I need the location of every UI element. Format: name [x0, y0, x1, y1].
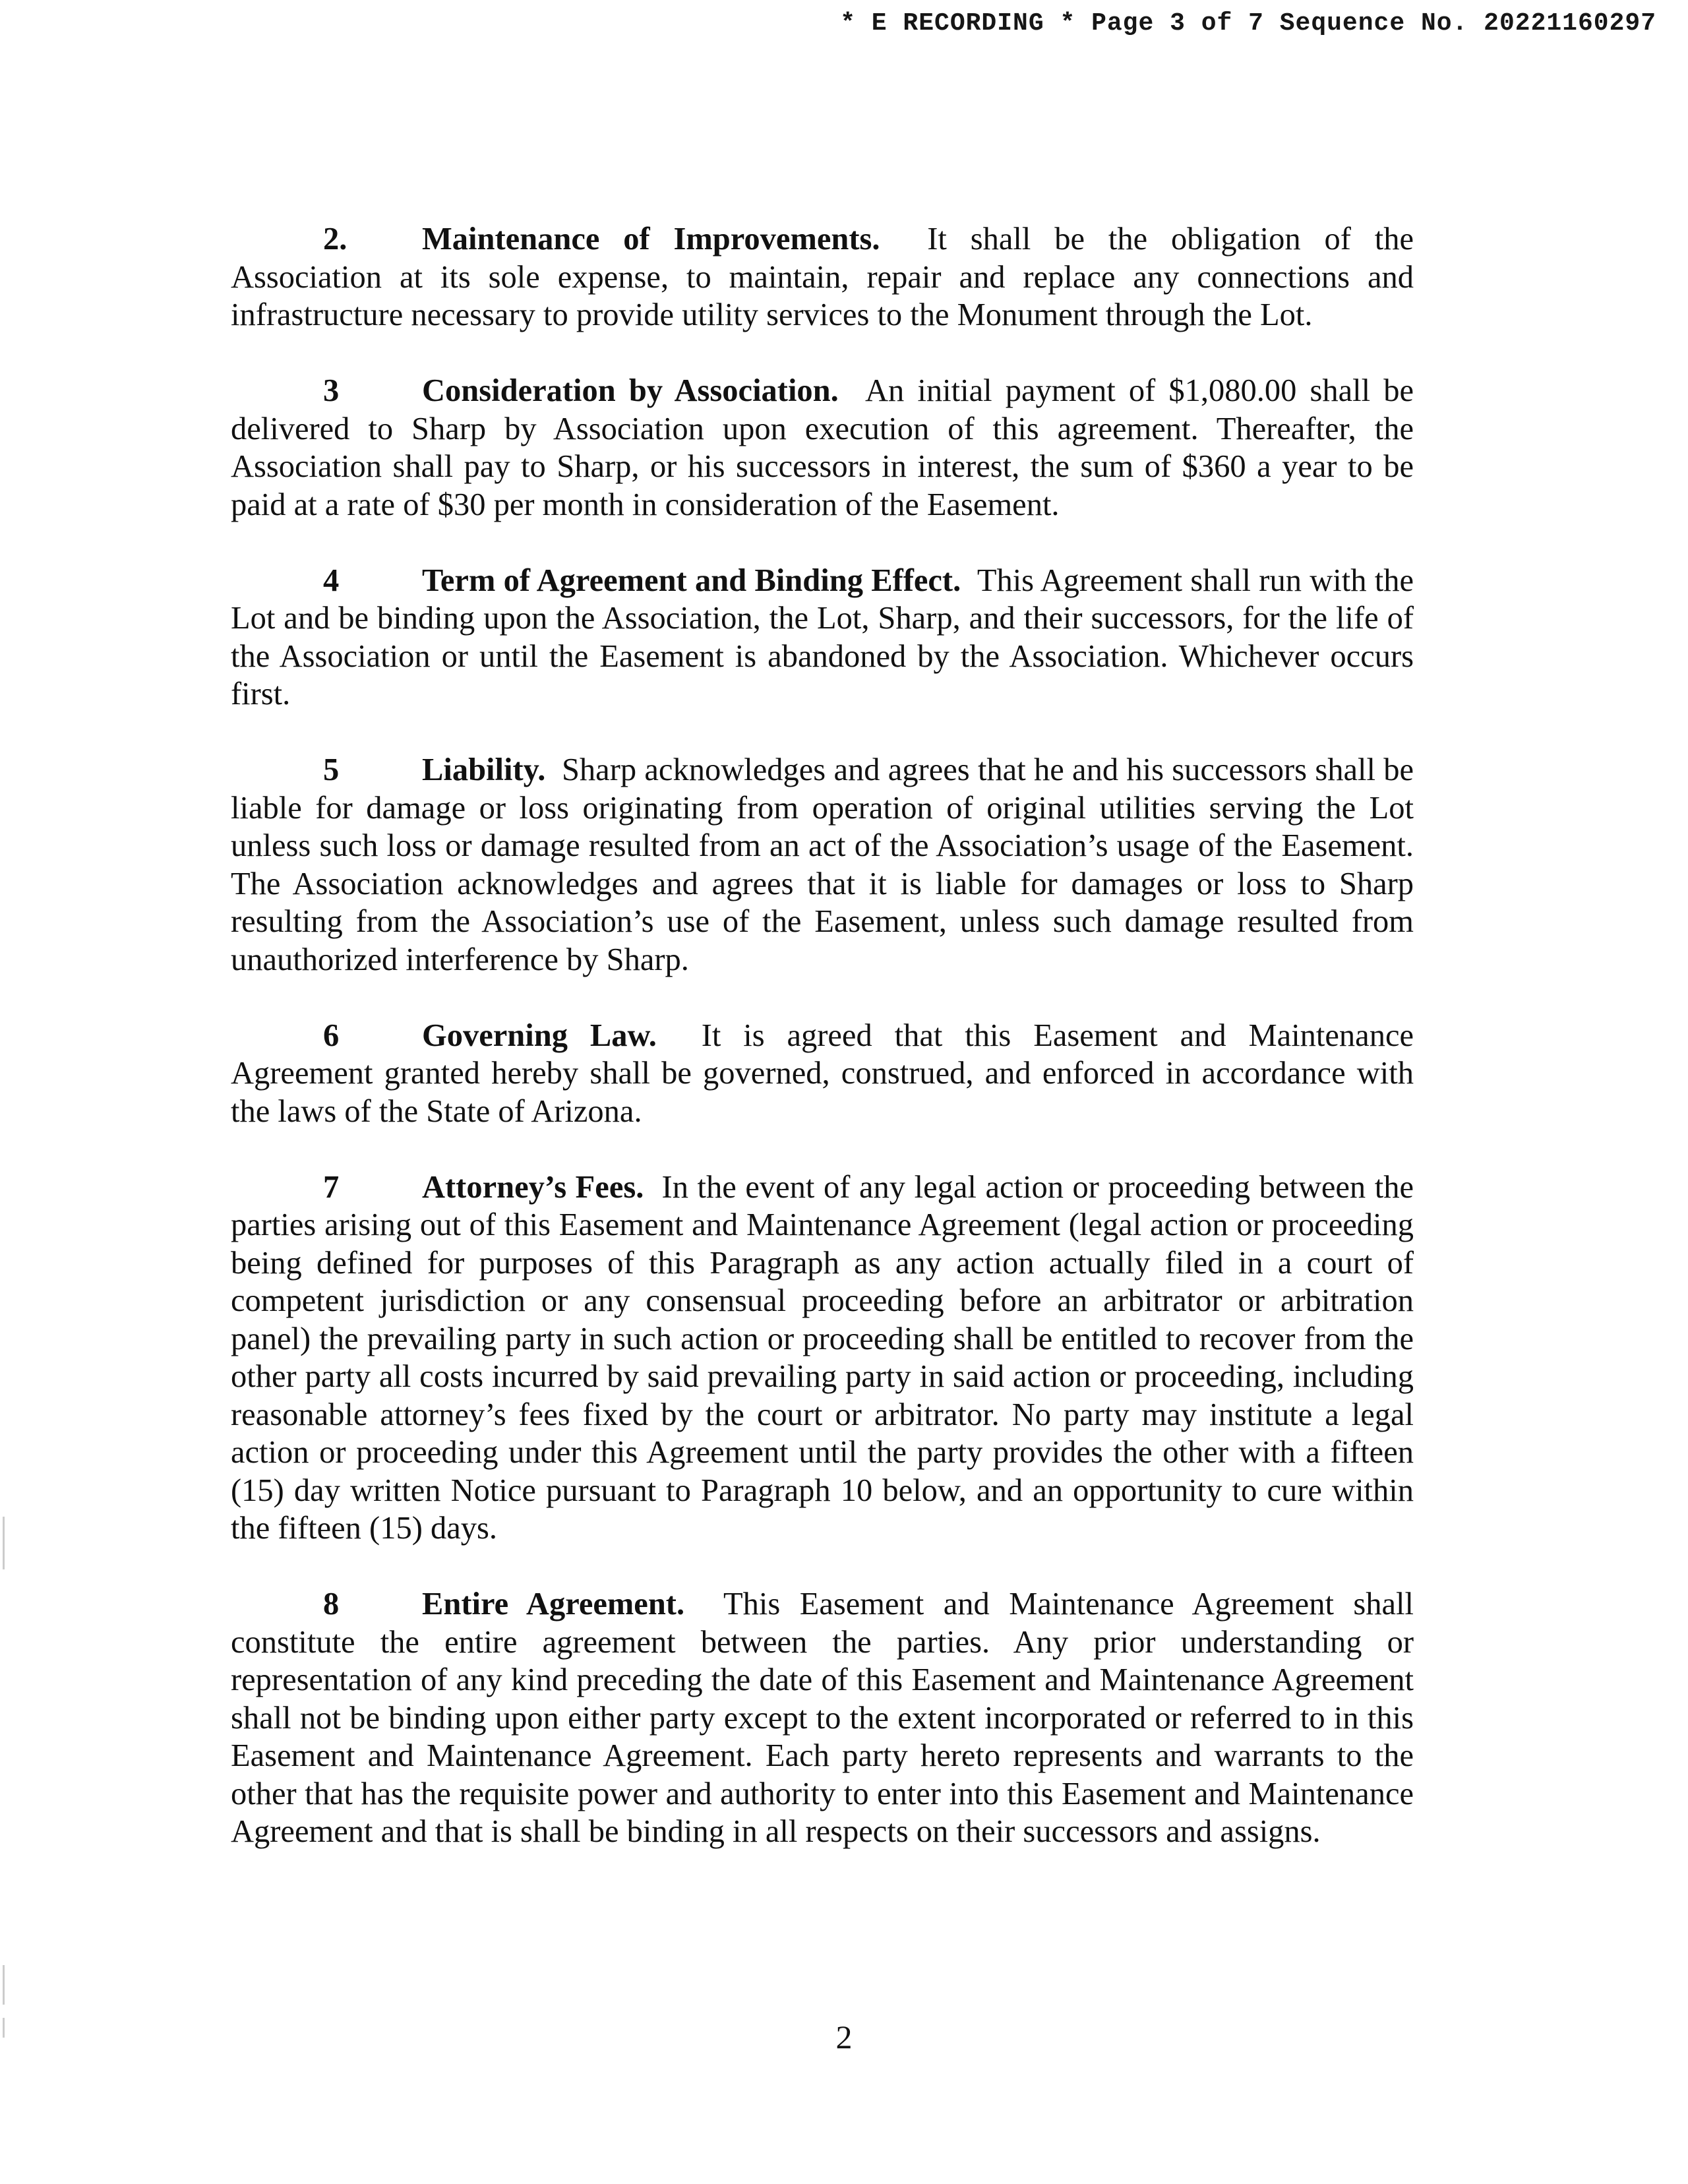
section-number: 4 [323, 562, 340, 598]
section-heading: Attorney’s Fees. [422, 1169, 644, 1205]
section-heading: Entire Agreement. [422, 1587, 685, 1622]
scan-artifact [3, 2018, 5, 2038]
section-number: 5 [323, 752, 340, 787]
section-body: An initial payment of $1,080.00 shall be delivered to Sharp by Association upon execution of this agreement. Thereafter, the Association shall pay to Sharp, or his successors in interest, the sum of $360 a year to be paid at a rate of $30 per month in consideration of the Easement. [231, 373, 1414, 522]
document-body [231, 220, 1414, 1889]
section-number: 6 [323, 1017, 340, 1053]
page-number: 2 [835, 2018, 853, 2055]
section-body: In the event of any legal action or proceeding between the parties arising out of this Easement and Maintenance Agreement (legal action or proceeding being defined for purposes of this Paragraph as any action actually filed in a court of competent jurisdiction or any consensual proceeding before an arbitrator or arbitration panel) the prevailing party in such action or proceeding shall be entitled to recover from the other party all costs incurred by said prevailing party in said action or proceeding, including reasonable attorney’s fees fixed by the court or arbitrator. No party may institute a legal action or proceeding under this Agreement until the party provides the other with a fifteen (15) day written Notice pursuant to Paragraph 10 below, and an opportunity to cure within the fifteen (15) days. [231, 1169, 1414, 1546]
section-attorneys-fees [231, 1168, 1414, 1548]
section-heading: Liability. [422, 752, 546, 787]
section-heading: Governing Law. [422, 1017, 657, 1053]
section-heading: Consideration by Association. [422, 373, 839, 408]
section-heading: Maintenance of Improvements. [422, 222, 880, 257]
section-body: It shall be the obligation of the Association at its sole expense, to maintain, repair and replace any connections and infrastructure necessary to provide utility services to the Monument through the Lot. [231, 222, 1414, 332]
section-consideration-by-association [231, 372, 1414, 524]
section-entire-agreement [231, 1585, 1414, 1851]
section-number: 3 [323, 373, 340, 408]
section-governing-law [231, 1017, 1414, 1131]
section-maintenance-of-improvements [231, 220, 1414, 334]
section-number: 8 [323, 1587, 340, 1622]
section-liability [231, 751, 1414, 979]
section-heading: Term of Agreement and Binding Effect. [422, 562, 961, 598]
section-body: Sharp acknowledges and agrees that he and his successors shall be liable for damage or loss originating from operation of original utilities serving the Lot unless such loss or damage resulted from an act of the Association’s usage of the Easement. The Association acknowledges and agrees that it is liable for damages or loss to Sharp resulting from the Association’s use of the Easement, unless such damage resulted from unauthorized interference by Sharp. [231, 752, 1414, 977]
section-body: This Agreement shall run with the Lot and be binding upon the Association, the Lot, Sharp, and their successors, for the life of the Association or until the Easement is abandoned by the Association. Whichever occurs first. [231, 562, 1414, 712]
section-body: This Easement and Maintenance Agreement shall constitute the entire agreement between the parties. Any prior understanding or representation of any kind preceding the date of this Easement and Maintenance Agreement shall not be binding upon either party except to the extent incorporated or referred to in this Easement and Maintenance Agreement. Each party hereto represents and warrants to the other that has the requisite power and authority to enter into this Easement and Maintenance Agreement and that is shall be binding in all respects on their successors and assigns. [231, 1587, 1414, 1849]
section-term-of-agreement [231, 562, 1414, 713]
scan-artifact [3, 1965, 5, 2005]
section-number: 2. [323, 222, 347, 257]
recording-header: * E RECORDING * Page 3 of 7 Sequence No. 20221160297 [840, 9, 1656, 38]
section-body: It is agreed that this Easement and Maintenance Agreement granted hereby shall be governed, construed, and enforced in accordance with the laws of the State of Arizona. [231, 1017, 1414, 1129]
scan-artifact [3, 1517, 5, 1569]
section-number: 7 [323, 1169, 340, 1205]
